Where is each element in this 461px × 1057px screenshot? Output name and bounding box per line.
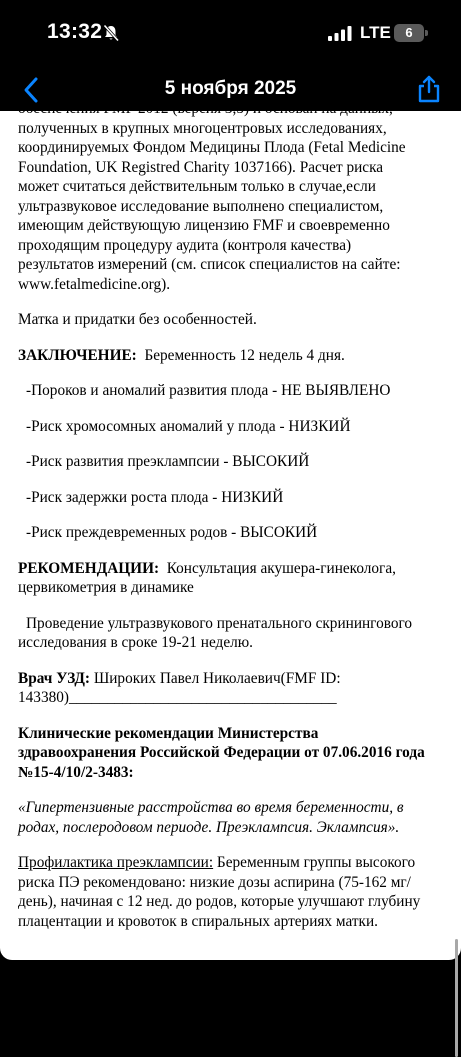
recommendations-text: Консультация акушера-гинеколога, — [166, 559, 396, 577]
document-page[interactable] — [0, 100, 461, 960]
doctor-name: Широких Павел Николаевич(FMF ID: — [93, 669, 341, 687]
intro-paragraph — [18, 99, 438, 294]
clinical-line: Клинические рекомендации Министерства — [18, 724, 319, 742]
signal-icon — [328, 25, 352, 41]
intro-line: Foundation, UK Registred Charity 1037166). Расчет риска — [18, 158, 384, 176]
prophylaxis-line: риска ПЭ рекомендовано: низкие дозы аспирина (75-162 мг/ — [18, 873, 411, 891]
recommendations-text: цервикометрия в динамике — [18, 579, 194, 596]
recommendations-label: РЕКОМЕНДАЦИИ: — [18, 559, 160, 577]
intro-line: www.fetalmedicine.org). — [18, 275, 171, 293]
quote-line: родах, послеродовом периоде. Преэклампсия. Эклампсия». — [18, 818, 400, 836]
prophylaxis-text: Беременным группы высокого — [213, 854, 416, 871]
intro-line: полученных в крупных многоцентровых исследованиях, — [18, 119, 387, 137]
intro-line: проходящим процедуру аудита (контроля качества) — [18, 236, 352, 254]
network-label: LTE — [360, 23, 391, 42]
scrollbar[interactable] — [455, 939, 458, 1057]
status-bar — [0, 0, 461, 70]
screening-line: исследования в сроке 19-21 неделю. — [18, 634, 254, 651]
status-time: 13:32 — [47, 20, 103, 43]
intro-line: имеющим действующую лицензию FMF и своевременно — [18, 217, 390, 234]
screening-paragraph — [18, 614, 438, 653]
intro-line: результатов измерений (см. список специалистов на сайте: — [18, 256, 401, 273]
intro-line: координируемых Фондом Медицины Плода (Fetal Medicine — [18, 139, 406, 156]
prophylaxis-paragraph — [18, 853, 438, 931]
doctor-id: 143380)___________________________________ — [18, 689, 337, 706]
clinical-line: здравоохранения Российской Федерации от 07.06.2016 года — [18, 744, 425, 761]
page-title: 5 ноября 2025 — [164, 78, 297, 99]
document-content — [18, 99, 438, 931]
finding-item: -Риск развития преэклампсии - ВЫСОКИЙ — [26, 453, 310, 470]
conclusion — [18, 346, 438, 366]
screening-line: Проведение ультразвукового пренатального скринингового — [26, 614, 413, 632]
conclusion-label: ЗАКЛЮЧЕНИЕ: — [18, 346, 137, 364]
conclusion-text: Беременность 12 недель 4 дня. — [144, 346, 345, 364]
intro-line: ультразвуковое исследование выполнено специалистом, — [18, 197, 384, 215]
doctor-label: Врач УЗД: — [18, 669, 90, 687]
intro-line: может считаться действительным только в случае,если — [18, 178, 376, 195]
prophylaxis-label: Профилактика преэклампсии: — [18, 854, 214, 871]
bell-muted-icon — [102, 24, 120, 42]
prophylaxis-line: плацентации и кровоток в спиральных артериях матки. — [18, 912, 378, 930]
finding-item: -Риск задержки роста плода - НИЗКИЙ — [26, 488, 284, 506]
quote-line: «Гипертензивные расстройства во время беременности, в — [18, 799, 404, 816]
finding-item: -Риск преждевременных родов - ВЫСОКИЙ — [26, 524, 318, 541]
uterus-text: Матка и придатки без особенностей. — [18, 311, 257, 328]
prophylaxis-line: день), начиная с 12 нед. до родов, которые улучшают глубину — [18, 893, 421, 910]
recommendations — [18, 559, 438, 598]
finding-item: -Пороков и аномалий развития плода - НЕ ВЫЯВЛЕНО — [26, 382, 391, 399]
battery-cap — [425, 30, 428, 36]
clinical-line: №15-4/10/2-3483: — [18, 763, 134, 781]
doctor-block — [18, 669, 438, 708]
finding-item: -Риск хромосомных аномалий у плода - НИЗКИЙ — [26, 417, 351, 435]
intro-line: обеспечения FMF 2012 (версия 3,5) и основан на данных, — [18, 100, 393, 117]
clinical-guidelines-heading — [18, 724, 438, 783]
guideline-quote — [18, 798, 438, 837]
battery-icon: 6 — [394, 24, 424, 42]
